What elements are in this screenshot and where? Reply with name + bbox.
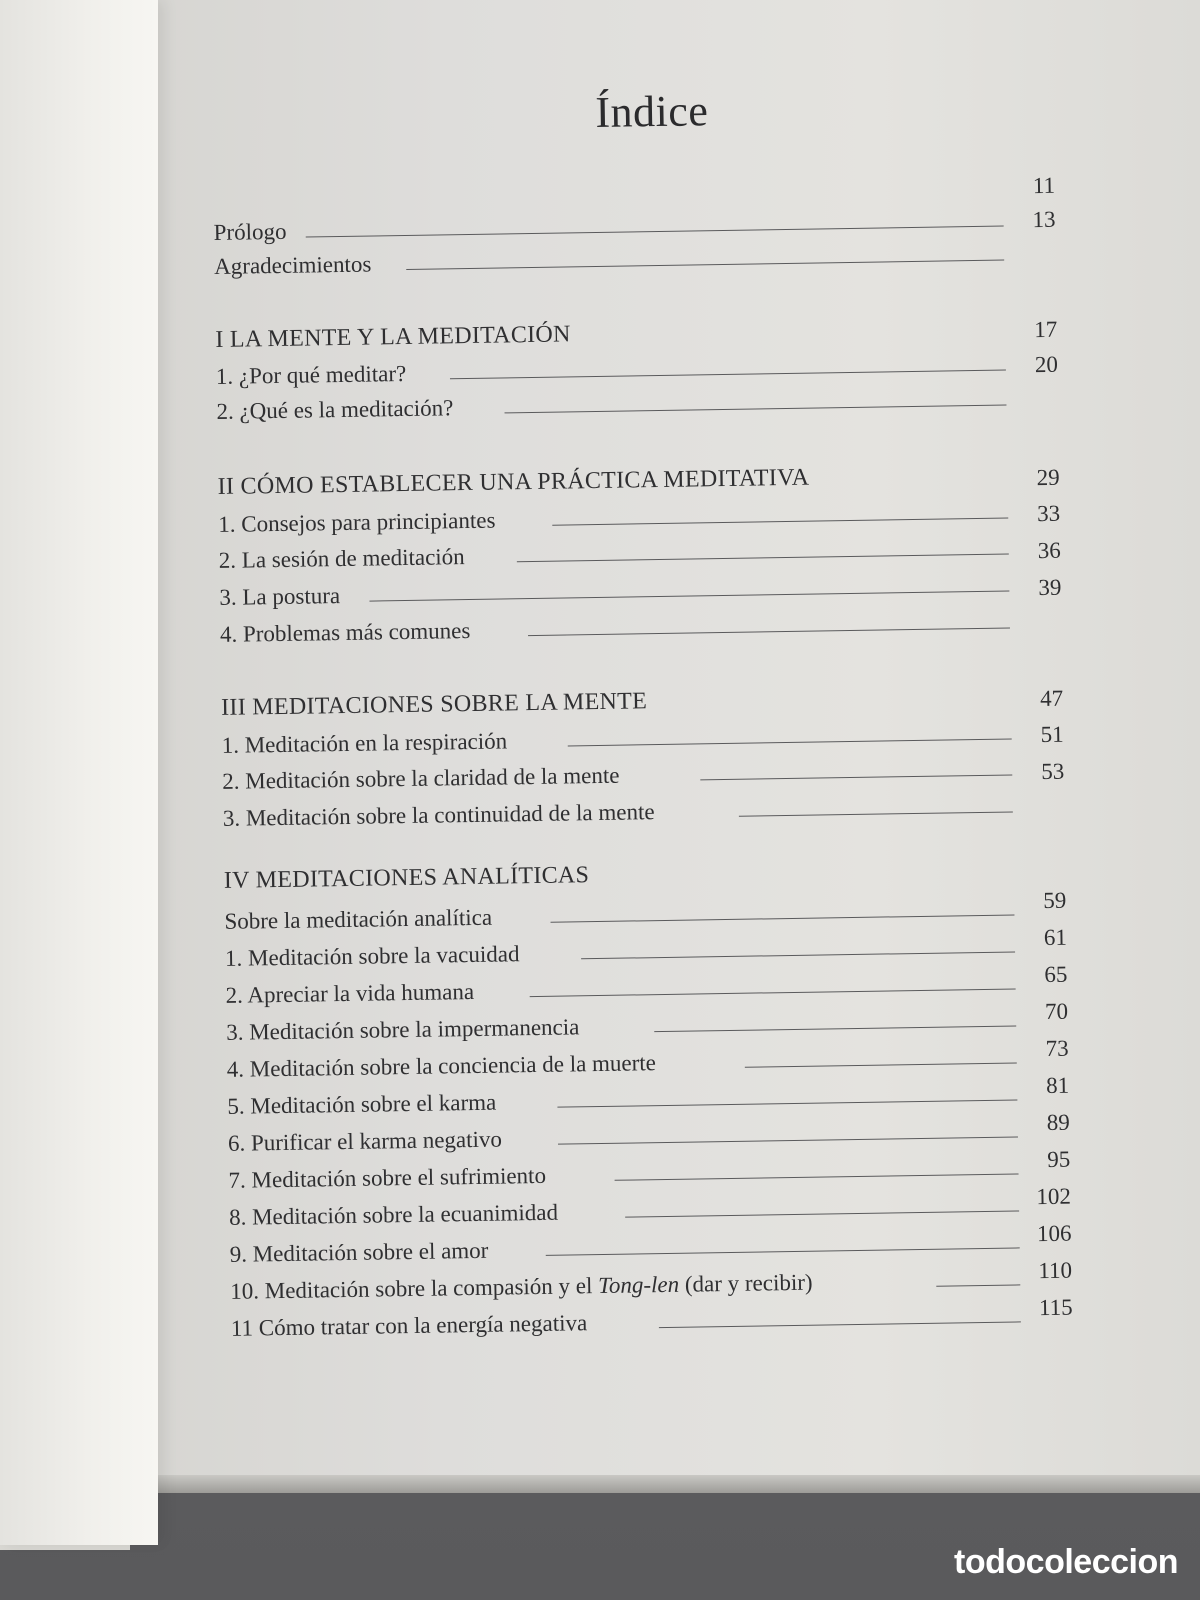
dot-leader <box>581 951 1015 959</box>
page-number: 61 <box>1043 924 1068 951</box>
entry-label: Prólogo <box>213 218 287 245</box>
entry-label: 3. La postura <box>219 583 341 610</box>
entry-label: 3. Meditación sobre la continuidad de la mente <box>222 799 655 831</box>
entry-label: 2. Apreciar la vida humana <box>225 978 475 1008</box>
page-number: 89 <box>1046 1109 1070 1135</box>
table-of-contents <box>210 0 1112 1400</box>
page-number: 81 <box>1045 1072 1070 1098</box>
facing-page <box>0 0 158 1545</box>
page-number: 115 <box>1038 1294 1073 1321</box>
page-number: 36 <box>1037 537 1061 564</box>
entry-label: 7. Meditación sobre el sufrimiento <box>228 1162 547 1193</box>
toc-entry <box>224 887 1067 937</box>
watermark-logo: todocoleccion <box>954 1543 1178 1581</box>
dot-leader <box>369 591 1009 602</box>
dot-leader <box>406 260 1004 270</box>
toc-entry <box>230 1294 1073 1344</box>
dot-leader <box>568 738 1012 746</box>
entry-label: 1. ¿Por qué meditar? <box>215 360 407 389</box>
section-heading: IV MEDITACIONES ANALÍTICAS <box>223 862 590 894</box>
page-number: 106 <box>1036 1220 1072 1247</box>
page-number: 33 <box>1036 500 1061 527</box>
dot-leader <box>615 1173 1019 1180</box>
page-number: 65 <box>1044 961 1068 988</box>
dot-leader <box>654 1025 1016 1032</box>
page-number: 13 <box>1032 206 1056 233</box>
entry-label: 6. Purificar el karma negativo <box>227 1126 503 1156</box>
entry-label: 2. ¿Qué es la meditación? <box>216 395 454 424</box>
toc-entry <box>227 1109 1070 1159</box>
dot-leader <box>552 518 1008 526</box>
entry-label-suffix: (dar y recibir) <box>678 1269 813 1297</box>
entry-label: 2. Meditación sobre la claridad de la mente <box>222 762 620 794</box>
page-number: 29 <box>1036 464 1060 491</box>
page-number: 11 <box>1032 172 1056 199</box>
toc-entry <box>226 1035 1069 1085</box>
entry-label: Sobre la meditación analítica <box>224 904 493 934</box>
page-number: 39 <box>1038 574 1062 601</box>
page-number: 110 <box>1038 1257 1073 1284</box>
entry-label: 9. Meditación sobre el amor <box>229 1237 489 1267</box>
toc-entry <box>225 961 1068 1011</box>
page-number: 47 <box>1039 685 1064 712</box>
page-number: 102 <box>1036 1183 1072 1210</box>
dot-leader <box>739 811 1013 816</box>
page-number: 70 <box>1044 998 1069 1025</box>
page-number: 20 <box>1034 351 1059 378</box>
dot-leader <box>528 628 1010 637</box>
dot-leader <box>557 1099 1017 1107</box>
page-edge <box>118 1475 1200 1493</box>
entry-label: 1. Consejos para principiantes <box>218 507 496 537</box>
entry-label-prefix: 10. Meditación sobre la compasión y el <box>230 1273 599 1304</box>
dot-leader <box>505 405 1007 414</box>
entry-label <box>230 1268 813 1307</box>
entry-label: 5. Meditación sobre el karma <box>227 1089 497 1119</box>
dot-leader <box>700 774 1012 780</box>
toc-entry <box>229 1220 1072 1270</box>
dot-leader <box>450 370 1006 380</box>
entry-label: 1. Meditación en la respiración <box>221 728 508 758</box>
entry-label-italic: Tong-len <box>597 1271 680 1299</box>
dot-leader <box>745 1062 1017 1067</box>
dot-leader <box>936 1284 1020 1286</box>
dot-leader <box>558 1136 1018 1144</box>
page-number: 95 <box>1047 1146 1071 1172</box>
page-number: 73 <box>1045 1035 1069 1062</box>
dot-leader <box>546 1247 1020 1255</box>
section-heading: II CÓMO ESTABLECER UNA PRÁCTICA MEDITATIVA <box>217 464 810 500</box>
entry-label: 11 Cómo tratar con la energía negativa <box>230 1310 588 1341</box>
toc-entry <box>226 998 1069 1048</box>
entry-label: 1. Meditación sobre la vacuidad <box>224 941 520 971</box>
dot-leader <box>551 914 1015 922</box>
dot-leader <box>530 988 1016 997</box>
toc-entry <box>228 1183 1072 1233</box>
page-number: 59 <box>1043 887 1067 914</box>
dot-leader <box>659 1321 1021 1328</box>
entry-label: 4. Meditación sobre la conciencia de la muerte <box>226 1050 657 1082</box>
dot-leader <box>517 554 1009 563</box>
toc-entry <box>230 1257 1073 1307</box>
toc-entry <box>228 1146 1071 1196</box>
page-number: 53 <box>1041 758 1065 785</box>
dot-leader <box>625 1210 1019 1217</box>
page-number: 17 <box>1034 316 1058 343</box>
page-number: 51 <box>1040 721 1064 748</box>
entry-label: 4. Problemas más comunes <box>219 617 471 647</box>
entry-label: Agradecimientos <box>213 251 372 279</box>
dot-leader <box>306 226 1004 238</box>
entry-label: 2. La sesión de meditación <box>218 544 465 573</box>
entry-label: 8. Meditación sobre la ecuanimidad <box>228 1199 559 1230</box>
toc-entry <box>224 924 1068 974</box>
page-title: Índice <box>594 86 709 137</box>
section-heading: III MEDITACIONES SOBRE LA MENTE <box>220 688 648 721</box>
section-heading: I LA MENTE Y LA MEDITACIÓN <box>215 321 571 353</box>
entry-label: 3. Meditación sobre la impermanencia <box>226 1014 580 1045</box>
